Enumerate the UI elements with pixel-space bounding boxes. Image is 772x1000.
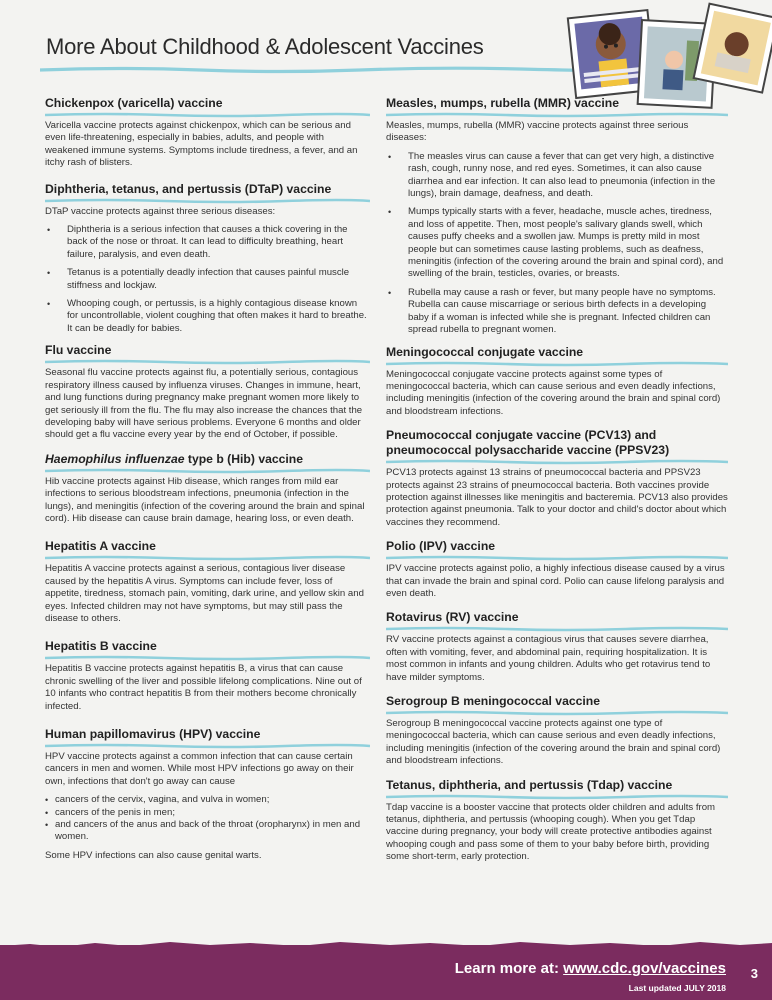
heading-underline xyxy=(386,459,728,465)
heading-underline xyxy=(45,198,370,204)
heading-underline xyxy=(386,710,728,716)
bullet-list xyxy=(386,151,728,337)
list-item: • cancers of the cervix, vagina, and vulva in women; xyxy=(45,794,370,806)
heading-underline xyxy=(45,359,370,365)
list-item: • cancers of the penis in men; xyxy=(45,807,370,819)
section-text: Varicella vaccine protects against chickenpox, which can be serious and even life-threatening, especially in babies, adults, and people with weakened immune systems. Symptoms include tiredness, a fever, and an itchy rash of blisters. xyxy=(45,120,358,169)
heading-underline xyxy=(386,626,728,632)
section-pneumococcal xyxy=(386,428,728,529)
section-heading: Chickenpox (varicella) vaccine xyxy=(45,96,223,110)
section-heading: Hepatitis B vaccine xyxy=(45,639,157,654)
section-heading: Measles, mumps, rubella (MMR) vaccine xyxy=(386,96,619,110)
page-number: 3 xyxy=(750,966,758,981)
section-heading: Human papillomavirus (HPV) vaccine xyxy=(45,727,261,741)
section-heading: Pneumococcal conjugate vaccine (PCV13) and pneumococcal polysaccharide vaccine (PPSV23) xyxy=(386,428,670,458)
list-item: • Mumps typically starts with a fever, headache, muscle aches, tiredness, and loss of appetite. Then, most people's salivary glands swell, which causes puffy cheeks and a swollen jaw. Mumps is pretty mild in most people but can sometimes cause lasting problems, such as deafness, meningitis (infection of the covering around the brain and spinal cord), and swelling of the brain, testicles, ovaries, or breasts. xyxy=(386,206,728,280)
section-heading: Serogroup B meningococcal vaccine xyxy=(386,694,601,708)
section-text: Some HPV infections can also cause genital warts. xyxy=(45,849,262,861)
page-title: More About Childhood & Adolescent Vaccines xyxy=(46,34,484,59)
bullet-list xyxy=(45,794,370,844)
section-serogroup-b xyxy=(386,694,728,768)
title-underline xyxy=(40,66,600,74)
footer-learn-more xyxy=(455,960,726,977)
section-hepatitis-b xyxy=(45,639,370,713)
heading-underline xyxy=(45,655,370,661)
heading-underline xyxy=(386,555,728,561)
heading-italic-part: Haemophilus influenzae xyxy=(45,451,185,466)
learn-more-label: Learn more at: xyxy=(454,960,564,977)
section-text: HPV vaccine protects against a common infection that can cause certain cancers in men and women. While most HPV infections go away on their own, infections that don't go away can cause xyxy=(45,751,354,787)
section-text: Hib vaccine protects against Hib disease, which ranges from mild ear infections to serious bloodstream infections, pneumonia (infection in the lungs), and meningitis (infection of the covering around the brain and spinal cord). Hib disease can cause brain damage, hearing loss, or even death. xyxy=(45,475,365,524)
section-hepatitis-a xyxy=(45,539,370,625)
heading-underline xyxy=(45,112,370,118)
section-heading: Flu vaccine xyxy=(45,343,112,358)
list-item: • Tetanus is a potentially deadly infection that causes painful muscle stiffness and lockjaw. xyxy=(45,267,370,292)
section-text: DTaP vaccine protects against three serious diseases: xyxy=(45,205,276,217)
section-heading: Polio (IPV) vaccine xyxy=(386,539,496,554)
bullet-list xyxy=(45,224,370,335)
section-dtap xyxy=(45,182,370,336)
section-chickenpox xyxy=(45,96,370,170)
left-column xyxy=(45,96,370,862)
section-mmr xyxy=(386,96,728,337)
heading-underline xyxy=(45,468,370,474)
heading-underline xyxy=(386,361,728,367)
section-flu xyxy=(45,343,370,441)
heading-underline xyxy=(45,555,370,561)
section-meningococcal-conjugate xyxy=(386,345,728,419)
section-hpv xyxy=(45,727,370,862)
last-updated: Last updated JULY 2018 xyxy=(628,983,726,993)
heading-underline xyxy=(386,112,728,118)
heading-underline xyxy=(45,743,370,749)
section-text: Measles, mumps, rubella (MMR) vaccine protects against three serious diseases: xyxy=(386,120,689,144)
heading-rest: type b (Hib) vaccine xyxy=(184,451,304,466)
list-item: • The measles virus can cause a fever that can get very high, a distinctive rash, cough, runny nose, and red eyes. Sometimes, it can also cause diarrhea and ear infection. It can also lead to pneumonia (infection in the lungs), brain damage, deafness, and death. xyxy=(386,151,728,201)
section-text: Seasonal flu vaccine protects against flu, a potentially serious, contagious respiratory illness caused by influenza viruses. Changes in immune, heart, and lung functions during pregnancy make pregnant women more likely to get seriously ill from the flu. The flu may also increase the chances that the developing baby will have serious problems. Everyone 6 months and older should get a flu vaccine every year by the end of October, if possible. xyxy=(45,367,363,441)
section-heading: Meningococcal conjugate vaccine xyxy=(386,344,584,359)
section-polio xyxy=(386,539,728,600)
section-text: Hepatitis A vaccine protects against a serious, contagious liver disease caused by the hepatitis A virus. Symptoms can include fever, loss of appetite, tiredness, stomach pain, vomiting, dark urine, and yellow skin and eyes. Infected children may not have symptoms, but may still pass the disease to others. xyxy=(45,563,364,624)
section-heading: Hepatitis A vaccine xyxy=(45,539,156,554)
section-text: Meningococcal conjugate vaccine protects against some types of meningococcal bacteria, which can cause serious and even deadly infections, including meningitis (infection of the covering around the brain and spinal cord) and bloodstream infections. xyxy=(386,368,721,417)
section-hib xyxy=(45,452,370,526)
right-column xyxy=(386,96,728,864)
section-heading xyxy=(45,452,370,467)
section-text: PCV13 protects against 13 strains of pneumococcal bacteria and PPSV23 protects against 23 strains of pneumococcal bacteria. Both vaccines provide protection against illnesses like meningitis and bacteremia. PCV13 also provides protection against pneumonia. Talk to your doctor and child's doctor about which vaccines they recommend. xyxy=(386,467,728,528)
section-heading: Diphtheria, tetanus, and pertussis (DTaP) vaccine xyxy=(45,181,332,196)
list-item: • Whooping cough, or pertussis, is a highly contagious disease known for uncontrollable, violent coughing that often makes it hard to breathe. It can be deadly for babies. xyxy=(45,298,370,335)
section-text: RV vaccine protects against a contagious virus that causes severe diarrhea, often with vomiting, fever, and abdominal pain, requiring hospitalization. It is most common in infants and young children. Adults who get rotavirus tend to have milder symptoms. xyxy=(386,634,711,683)
section-text: Serogroup B meningococcal vaccine protects against one type of meningococcal bacteria, which can cause serious and even deadly infections, including meningitis (infection of the covering around the brain and spinal cord) and bloodstream infections. xyxy=(386,718,721,767)
list-item: • Diphtheria is a serious infection that causes a thick covering in the back of the nose or throat. It can lead to difficulty breathing, heart failure, paralysis, and even death. xyxy=(45,224,370,261)
section-text: Hepatitis B vaccine protects against hepatitis B, a virus that can cause chronic swelling of the liver and possible lifelong complications. Nine out of 10 infants who contract hepatitis B from their mothers become chronically infected. xyxy=(45,663,362,712)
section-heading: Rotavirus (RV) vaccine xyxy=(386,610,519,625)
section-rotavirus xyxy=(386,610,728,684)
list-item: • and cancers of the anus and back of the throat (oropharynx) in men and women. xyxy=(45,819,370,844)
section-heading: Tetanus, diphtheria, and pertussis (Tdap) vaccine xyxy=(386,777,673,792)
section-tdap xyxy=(386,778,728,864)
section-text: Tdap vaccine is a booster vaccine that protects older children and adults from tetanus, diphtheria, and pertussis (whooping cough). When you get Tdap vaccine during pregnancy, your body will create protective antibodies against whooping cough and pass some of them to your baby before birth, providing some short-term, early protection. xyxy=(386,801,716,863)
list-item: • Rubella may cause a rash or fever, but many people have no symptoms. Rubella can cause miscarriage or serious birth defects in a developing baby if a woman is infected while she is pregnant. Infected children can spread rubella to pregnant women. xyxy=(386,287,728,337)
section-text: IPV vaccine protects against polio, a highly infectious disease caused by a virus that can invade the brain and spinal cord. Polio can cause lifelong paralysis and even death. xyxy=(386,563,725,599)
heading-underline xyxy=(386,794,728,800)
cdc-vaccines-link[interactable]: www.cdc.gov/vaccines xyxy=(563,960,726,977)
